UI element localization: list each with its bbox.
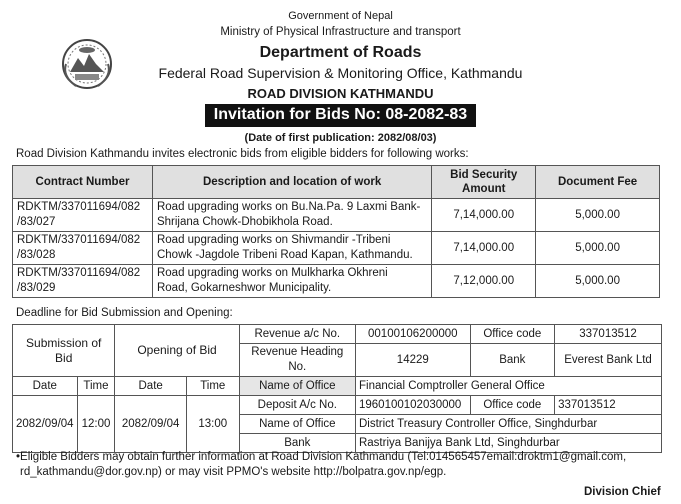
schedule-row bbox=[13, 396, 662, 415]
intro-text: Road Division Kathmandu invites electronic bids from eligible bidders for following works: bbox=[16, 148, 469, 160]
bank-value: Rastriya Banijya Bank Ltd, Singhdurbar bbox=[355, 434, 661, 453]
submission-date: 2082/09/04 bbox=[13, 396, 78, 453]
office-code-value: 337013512 bbox=[555, 396, 662, 415]
col-bid-security-label: Bid Security Amount bbox=[450, 169, 518, 195]
contract-number-line: /83/027 bbox=[17, 216, 56, 228]
description-line: Road, Gokarneshwor Municipality. bbox=[156, 282, 332, 294]
opening-date: 2082/09/04 bbox=[115, 396, 186, 453]
note-line: rd_kathmandu@dor.gov.np) or may visit PPMO's website http://bolpatra.gov.np/egp. bbox=[20, 466, 447, 478]
contract-number-line: /83/029 bbox=[17, 282, 56, 294]
description-cell bbox=[152, 232, 431, 265]
department-title: Department of Roads bbox=[259, 44, 422, 61]
revenue-heading-value: 14229 bbox=[355, 344, 470, 377]
opening-time: 13:00 bbox=[186, 396, 239, 453]
contract-number-cell bbox=[13, 232, 153, 265]
division-title: ROAD DIVISION KATHMANDU bbox=[247, 86, 434, 101]
office-code-label: Office code bbox=[470, 396, 554, 415]
contract-number-line: RDKTM/337011694/082 bbox=[17, 234, 141, 246]
document-fee-cell: 5,000.00 bbox=[536, 265, 660, 298]
contract-number-line: RDKTM/337011694/082 bbox=[17, 201, 141, 213]
office-title: Federal Road Supervision & Monitoring Office, Kathmandu bbox=[158, 65, 523, 81]
revenue-heading-label: Revenue Heading No. bbox=[239, 344, 355, 377]
opening-of-bid-header: Opening of Bid bbox=[115, 325, 239, 377]
opening-time-header: Time bbox=[186, 377, 239, 396]
submission-time-header: Time bbox=[77, 377, 115, 396]
invitation-banner bbox=[0, 104, 681, 127]
publication-date: (Date of first publication: 2082/08/03) bbox=[244, 132, 437, 144]
revenue-ac-label: Revenue a/c No. bbox=[239, 325, 355, 344]
submission-of-bid-header: Submission of Bid bbox=[13, 325, 115, 377]
description-line: Road upgrading works on Bu.Na.Pa. 9 Laxmi Bank- bbox=[156, 201, 421, 213]
name-of-office-label: Name of Office bbox=[239, 415, 355, 434]
col-document-fee: Document Fee bbox=[536, 166, 660, 199]
schedule-row bbox=[13, 377, 662, 396]
bid-security-cell: 7,14,000.00 bbox=[432, 199, 536, 232]
submission-date-header: Date bbox=[13, 377, 78, 396]
office-code-label: Office code bbox=[470, 325, 554, 344]
contract-number-line: RDKTM/337011694/082 bbox=[17, 267, 141, 279]
bank-value: Everest Bank Ltd bbox=[555, 344, 662, 377]
works-table-header bbox=[13, 166, 660, 199]
name-of-office-label: Name of Office bbox=[239, 377, 355, 396]
description-line: Road upgrading works on Mulkharka Okhreni bbox=[156, 267, 388, 279]
deadline-label: Deadline for Bid Submission and Opening: bbox=[16, 307, 233, 319]
col-contract-number: Contract Number bbox=[13, 166, 153, 199]
description-line: Shrijana Chowk-Dhobikhola Road. bbox=[156, 216, 333, 228]
office-code-value: 337013512 bbox=[555, 325, 662, 344]
description-line: Chowk -Jagdole Tribeni Road Kapan, Kathmandu. bbox=[156, 249, 413, 261]
table-row bbox=[13, 265, 660, 298]
col-bid-security bbox=[432, 166, 536, 199]
invitation-number: Invitation for Bids No: 08-2082-83 bbox=[205, 104, 476, 127]
schedule-row bbox=[13, 325, 662, 344]
contract-number-cell bbox=[13, 199, 153, 232]
bank-label: Bank bbox=[470, 344, 554, 377]
description-cell bbox=[152, 199, 431, 232]
submission-time: 12:00 bbox=[77, 396, 115, 453]
deposit-ac-value: 1960100102030000 bbox=[355, 396, 470, 415]
document-fee-cell: 5,000.00 bbox=[536, 232, 660, 265]
works-table bbox=[12, 165, 660, 298]
government-title: Government of Nepal bbox=[288, 10, 393, 22]
signoff: Division Chief bbox=[584, 486, 661, 498]
opening-date-header: Date bbox=[115, 377, 186, 396]
note-line: •Eligible Bidders may obtain further information at Road Division Kathmandu (Tel:014565457email:droktm1@gmail.com, bbox=[16, 451, 627, 463]
table-row bbox=[13, 199, 660, 232]
table-row bbox=[13, 232, 660, 265]
bid-security-cell: 7,14,000.00 bbox=[432, 232, 536, 265]
bank-label: Bank bbox=[239, 434, 355, 453]
description-cell bbox=[152, 265, 431, 298]
description-line: Road upgrading works on Shivmandir -Tribeni bbox=[156, 234, 391, 246]
name-of-office-value: District Treasury Controller Office, Singhdurbar bbox=[355, 415, 661, 434]
revenue-ac-value: 00100106200000 bbox=[355, 325, 470, 344]
contract-number-cell bbox=[13, 265, 153, 298]
name-of-office-value: Financial Comptroller General Office bbox=[355, 377, 661, 396]
contract-number-line: /83/028 bbox=[17, 249, 56, 261]
schedule-table bbox=[12, 324, 662, 453]
col-description: Description and location of work bbox=[152, 166, 431, 199]
deposit-ac-label: Deposit A/c No. bbox=[239, 396, 355, 415]
bid-security-cell: 7,12,000.00 bbox=[432, 265, 536, 298]
ministry-title: Ministry of Physical Infrastructure and transport bbox=[220, 26, 461, 38]
document-fee-cell: 5,000.00 bbox=[536, 199, 660, 232]
